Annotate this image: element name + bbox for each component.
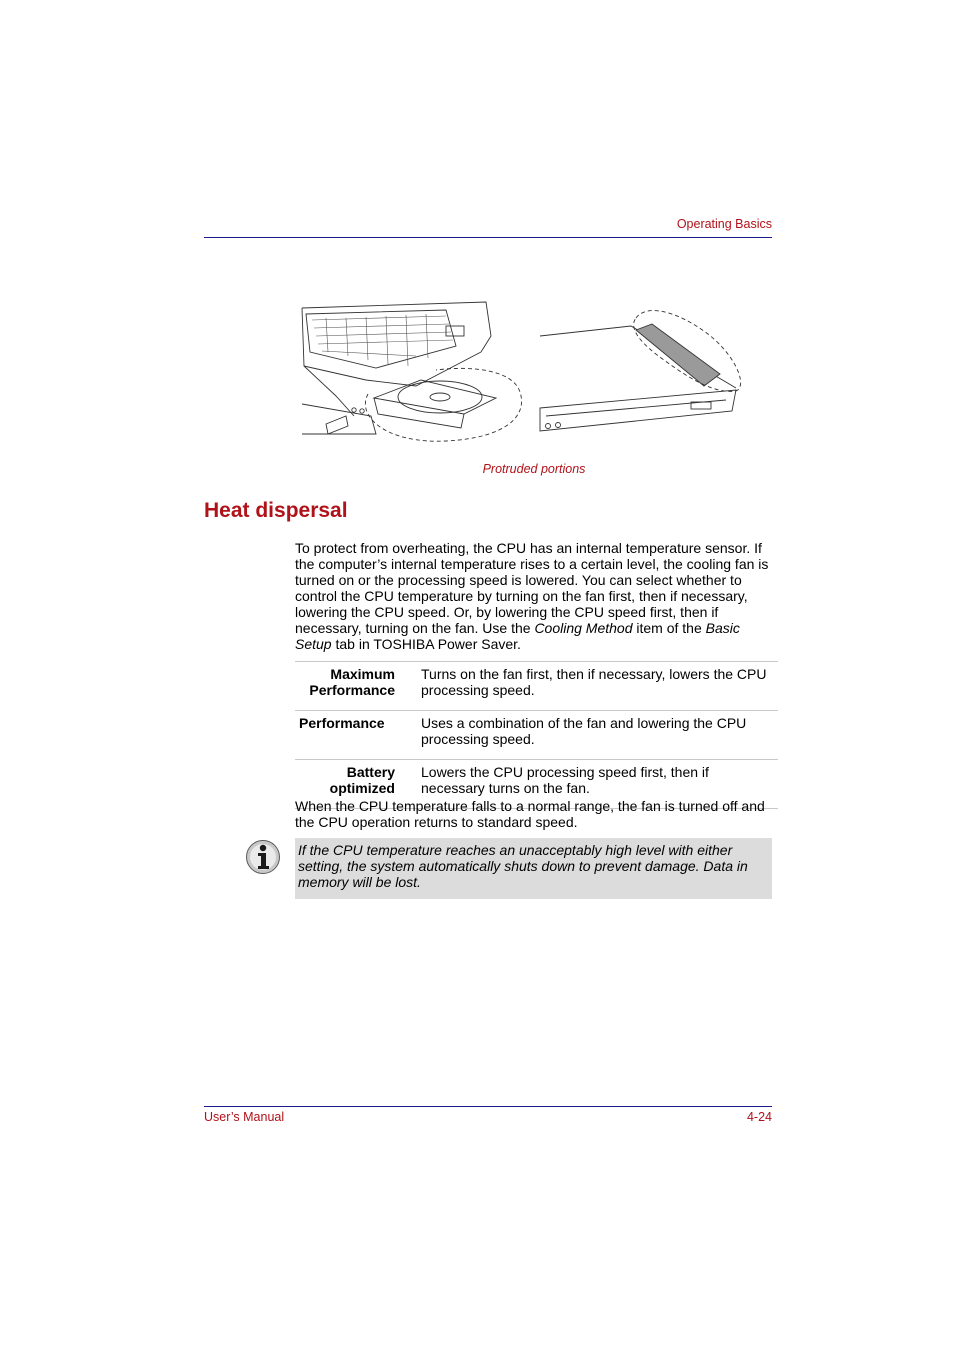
- running-header: Operating Basics: [676, 217, 772, 231]
- section-title: Heat dispersal: [204, 499, 348, 522]
- mode-term: Performance: [295, 711, 417, 760]
- page-number: 4-24: [746, 1110, 772, 1124]
- note-callout: If the CPU temperature reaches an unacceptably high level with either setting, the system automatically shuts down to prevent damage. Data in memory will be lost.: [295, 838, 772, 899]
- mode-term: Maximum Performance: [295, 662, 417, 711]
- cooling-mode-table: [295, 661, 778, 809]
- footer-manual-title: User’s Manual: [204, 1110, 285, 1124]
- figure-caption: Protruded portions: [482, 462, 586, 476]
- after-paragraph: When the CPU temperature falls to a normal range, the fan is turned off and the CPU operation returns to standard speed.: [295, 798, 765, 830]
- table-row: [295, 662, 778, 711]
- intro-text: To protect from overheating, the CPU has an internal temperature sensor. If the computer’s internal temperature rises to a certain level, the cooling fan is turned on or the processing speed is lowered. You can select whether to control the CPU temperature by turning on the fan first, then if necessary, lowering the CPU speed. Or, by lowering the CPU speed first, then if necessary, turning on the fan. Use the: [295, 540, 769, 636]
- mode-description: Uses a combination of the fan and lowering the CPU processing speed.: [417, 711, 778, 760]
- intro-text: tab in TOSHIBA Power Saver.: [331, 636, 521, 652]
- table-row: [295, 711, 778, 760]
- footer-divider: [204, 1106, 772, 1107]
- mode-description: Turns on the fan first, then if necessary, lowers the CPU processing speed.: [417, 662, 778, 711]
- info-icon: [245, 838, 281, 876]
- mode-description: Lowers the CPU processing speed first, then if necessary turns on the fan.: [417, 760, 778, 809]
- header-divider: [204, 237, 772, 238]
- mode-term: Battery optimized: [295, 760, 417, 809]
- cooling-method-term: Cooling Method: [534, 620, 633, 636]
- basic-setup-term: Basic Setup: [295, 620, 740, 652]
- protruded-portions-illustration: [296, 296, 756, 448]
- intro-paragraph: [295, 540, 777, 652]
- intro-text: item of the: [632, 620, 706, 636]
